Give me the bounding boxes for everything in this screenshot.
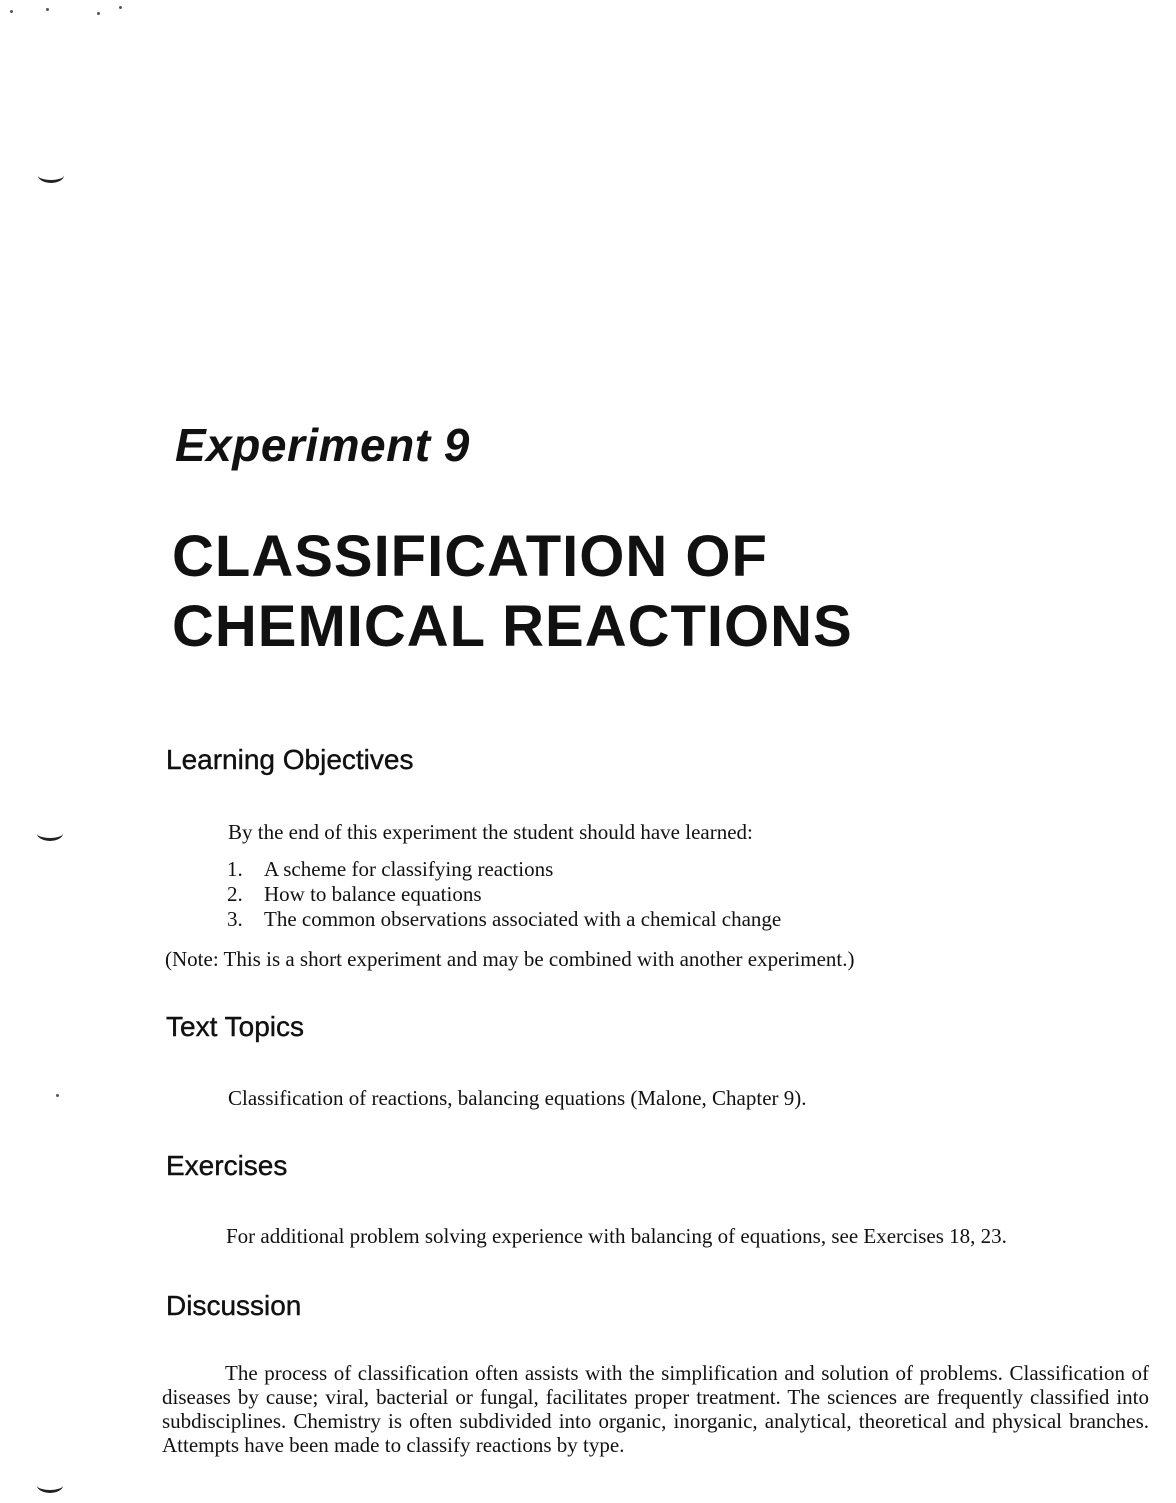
list-item bbox=[227, 857, 781, 882]
list-text: A scheme for classifying reactions bbox=[264, 857, 554, 881]
list-number: 1. bbox=[227, 857, 243, 881]
discussion-heading: Discussion bbox=[166, 1290, 302, 1321]
scan-speck bbox=[56, 1094, 59, 1097]
list-text: The common observations associated with a chemical change bbox=[264, 907, 782, 931]
page-title bbox=[172, 522, 853, 662]
list-number: 3. bbox=[227, 907, 243, 931]
exercises-heading: Exercises bbox=[166, 1150, 288, 1181]
list-item bbox=[227, 882, 781, 907]
experiment-label: Experiment 9 bbox=[175, 419, 470, 471]
title-line-1: CLASSIFICATION OF bbox=[172, 524, 768, 589]
binder-hole-mark bbox=[38, 168, 64, 183]
experiment-note: (Note: This is a short experiment and may be combined with another experiment.) bbox=[165, 947, 855, 971]
learning-objectives-intro: By the end of this experiment the student should have learned: bbox=[228, 820, 753, 844]
objectives-list bbox=[227, 857, 781, 932]
binder-hole-mark bbox=[37, 826, 63, 841]
scan-speck bbox=[119, 6, 122, 9]
scan-speck bbox=[10, 10, 13, 13]
text-topics-body: Classification of reactions, balancing equations (Malone, Chapter 9). bbox=[228, 1086, 807, 1110]
text-topics-heading: Text Topics bbox=[166, 1011, 304, 1042]
list-text: How to balance equations bbox=[264, 882, 482, 906]
binder-hole-mark bbox=[37, 1478, 63, 1493]
list-item bbox=[227, 907, 781, 932]
discussion-body: The process of classification often assists with the simplification and solution of problems. Classification of diseases by cause; viral, bacterial or fungal, facilitates proper treatment. The sciences are frequently classified into subdisciplines. Chemistry is often subdivided into organic, inorganic, analytical, theoretical and physical branches. Attempts have been made to classify reactions by type. bbox=[162, 1361, 1149, 1457]
title-line-2: CHEMICAL REACTIONS bbox=[172, 594, 853, 659]
list-number: 2. bbox=[227, 882, 243, 906]
exercises-body: For additional problem solving experience with balancing of equations, see Exercises 18, 23. bbox=[226, 1224, 1007, 1248]
scan-speck bbox=[97, 12, 100, 15]
learning-objectives-heading: Learning Objectives bbox=[166, 744, 414, 775]
scan-speck bbox=[46, 8, 49, 11]
